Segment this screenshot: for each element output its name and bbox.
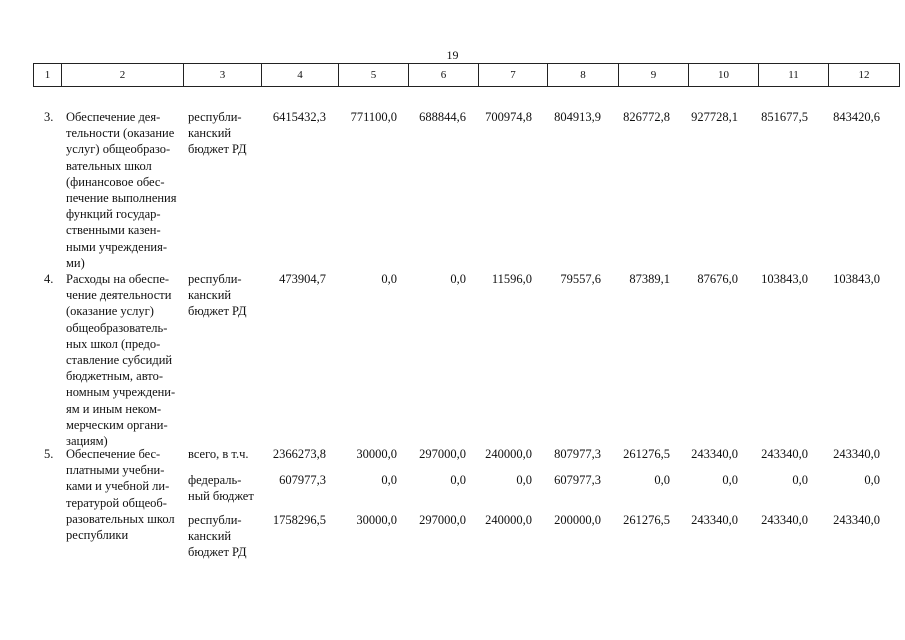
value-cell: 1758296,5 [272, 513, 326, 527]
value-cell: 243340,0 [833, 513, 880, 527]
value-cell: 0,0 [722, 473, 738, 487]
value-cell: 0,0 [792, 473, 808, 487]
value-cell: 261276,5 [623, 447, 670, 461]
value-cell: 243340,0 [761, 513, 808, 527]
value-cell: 79557,6 [560, 272, 601, 286]
value-cell: 771100,0 [350, 110, 397, 124]
value-cell: 243340,0 [833, 447, 880, 461]
row-name: Расходы на обеспе- чение деятельности (оказание услуг) общеобразователь- ных школ (предо- ставление субсидий бюджетным, авто- номным учреждени- ям и иным неком- мерческим органи- зациям) [66, 272, 176, 449]
value-cell: 804913,9 [554, 110, 601, 124]
column-number-3: 3 [184, 64, 262, 87]
column-number-7: 7 [479, 64, 548, 87]
funding-source: всего, в т.ч. [188, 447, 249, 461]
value-cell: 2366273,8 [272, 447, 326, 461]
value-cell: 473904,7 [279, 272, 326, 286]
value-cell: 0,0 [450, 272, 466, 286]
value-cell: 807977,3 [554, 447, 601, 461]
column-number-4: 4 [262, 64, 339, 87]
value-cell: 0,0 [381, 272, 397, 286]
column-number-11: 11 [759, 64, 829, 87]
column-number-8: 8 [548, 64, 619, 87]
row-number: 4. [44, 272, 54, 286]
value-cell: 0,0 [654, 473, 670, 487]
value-cell: 688844,6 [419, 110, 466, 124]
value-cell: 843420,6 [833, 110, 880, 124]
value-cell: 240000,0 [485, 447, 532, 461]
value-cell: 826772,8 [623, 110, 670, 124]
value-cell: 0,0 [381, 473, 397, 487]
value-cell: 607977,3 [279, 473, 326, 487]
value-cell: 0,0 [864, 473, 880, 487]
row-name: Обеспечение дея- тельности (оказание услуг) общеобразо- вательных школ (финансовое обес- печение выполнения функций государ- ственными казен- ными учреждения- ми) [66, 110, 177, 270]
row-number: 5. [44, 447, 54, 461]
value-cell: 607977,3 [554, 473, 601, 487]
value-cell: 297000,0 [419, 447, 466, 461]
value-cell: 30000,0 [356, 447, 397, 461]
value-cell: 261276,5 [623, 513, 670, 527]
column-number-2: 2 [62, 64, 184, 87]
column-number-12: 12 [829, 64, 900, 87]
funding-source: федераль- ный бюджет [188, 473, 254, 504]
column-number-1: 1 [34, 64, 62, 87]
value-cell: 200000,0 [554, 513, 601, 527]
value-cell: 240000,0 [485, 513, 532, 527]
value-cell: 0,0 [516, 473, 532, 487]
value-cell: 30000,0 [356, 513, 397, 527]
value-cell: 103843,0 [833, 272, 880, 286]
value-cell: 851677,5 [761, 110, 808, 124]
value-cell: 700974,8 [485, 110, 532, 124]
value-cell: 243340,0 [691, 447, 738, 461]
column-number-6: 6 [409, 64, 479, 87]
column-number-5: 5 [339, 64, 409, 87]
value-cell: 243340,0 [691, 513, 738, 527]
column-number-header [33, 63, 900, 87]
funding-source: республи- канский бюджет РД [188, 513, 247, 560]
row-number: 3. [44, 110, 54, 124]
value-cell: 87389,1 [629, 272, 670, 286]
value-cell: 0,0 [450, 473, 466, 487]
value-cell: 6415432,3 [272, 110, 326, 124]
column-number-9: 9 [619, 64, 689, 87]
value-cell: 11596,0 [491, 272, 532, 286]
value-cell: 297000,0 [419, 513, 466, 527]
column-number-10: 10 [689, 64, 759, 87]
value-cell: 87676,0 [697, 272, 738, 286]
value-cell: 927728,1 [691, 110, 738, 124]
value-cell: 103843,0 [761, 272, 808, 286]
row-name: Обеспечение бес- платными учебни- ками и учебной ли- тературой общеоб- разовательных школ республики [66, 447, 175, 543]
page-number: 19 [446, 48, 459, 62]
funding-source: республи- канский бюджет РД [188, 272, 247, 319]
funding-source: республи- канский бюджет РД [188, 110, 247, 157]
value-cell: 243340,0 [761, 447, 808, 461]
